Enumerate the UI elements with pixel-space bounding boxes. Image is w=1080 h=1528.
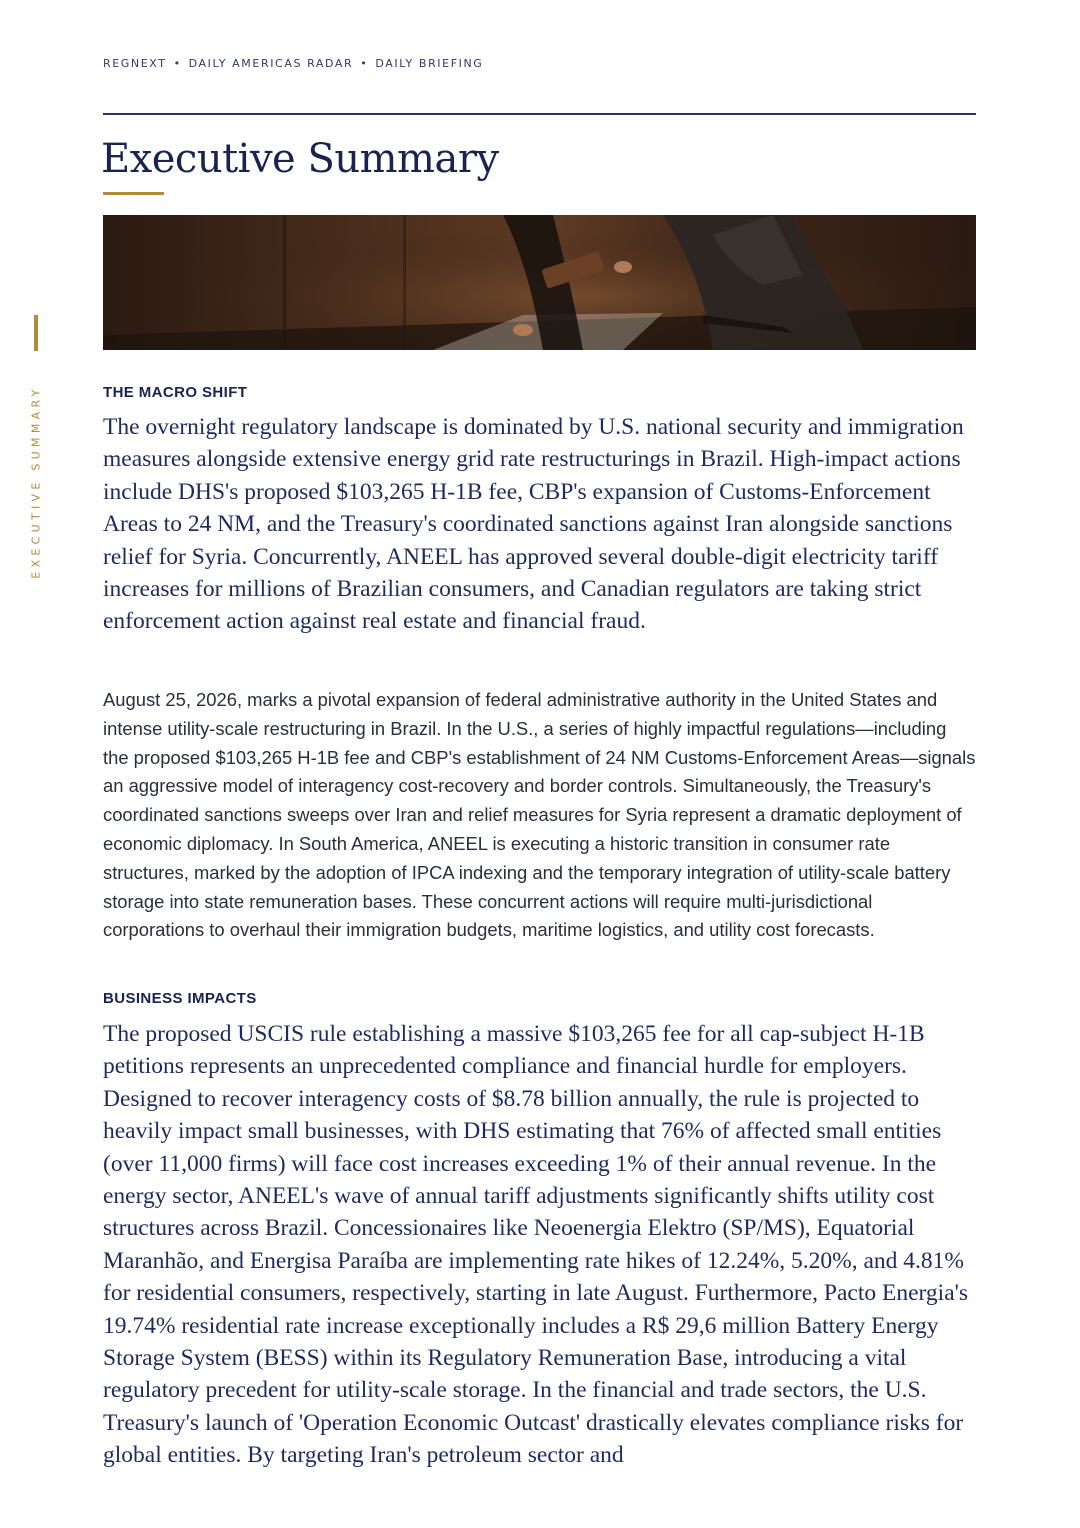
side-section-label: EXECUTIVE SUMMARY [29,385,43,579]
header-divider [103,113,976,115]
breadcrumb-item-publication[interactable]: DAILY AMERICAS RADAR [188,57,354,70]
business-impacts-lead: The proposed USCIS rule establishing a massive $103,265 fee for all cap-subject H-1B petitions represents an unprecedented compliance and financial hurdle for employers. Designed to recover interagency costs of $8.78 billion annually, the rule is projected to heavily impact small businesses, with DHS estimating that 76% of affected small entities (over 11,000 firms) will face cost increases exceeding 1% of their annual revenue. In the energy sector, ANEEL's wave of annual tariff adjustments significantly shifts utility cost structures across Brazil. Concessionaires like Neoenergia Elektro (SP/MS), Equatorial Maranhão, and Energisa Paraíba are implementing rate hikes of 12.24%, 5.20%, and 4.81% for residential consumers, respectively, starting in late August. Furthermore, Pacto Energia's 19.74% residential rate increase exceptionally includes a R$ 29,6 million Battery Energy Storage System (BESS) within its Regulatory Remuneration Base, introducing a vital regulatory precedent for utility-scale storage. In the financial and trade sectors, the U.S. Treasury's launch of 'Operation Economic Outcast' drastically elevates compliance risks for global entities. By targeting Iran's petroleum sector and [103,1021,969,1469]
side-accent-bar [34,315,38,351]
breadcrumb-item-publisher[interactable]: REGNEXT [103,57,167,70]
breadcrumb-separator: • [173,57,182,70]
page-title: Executive Summary [101,136,499,182]
breadcrumb-item-type: DAILY BRIEFING [375,57,484,70]
breadcrumb [103,57,483,70]
macro-shift-lead: The overnight regulatory landscape is dominated by U.S. national security and immigration measures alongside extensive energy grid rate restructurings in Brazil. High-impact actions include DHS's proposed $103,265 H-1B fee, CBP's expansion of Customs-Enforcement Areas to 24 NM, and the Treasury's coordinated sanctions against Iran alongside sanctions relief for Syria. Concurrently, ANEEL has approved several double-digit electricity tariff increases for millions of Brazilian consumers, and Canadian regulators are taking strict enforcement action against real estate and financial fraud. [103,414,964,635]
title-accent-rule [103,192,164,195]
macro-shift-body: August 25, 2026, marks a pivotal expansion of federal administrative authority in the United States and intense utility-scale restructuring in Brazil. In the U.S., a series of highly impactful regulations—including the proposed $103,265 H-1B fee and CBP's establishment of 24 NM Customs-Enforcement Areas—signals an aggressive model of interagency cost-recovery and border controls. Simultaneously, the Treasury's coordinated sanctions sweeps over Iran and relief measures for Syria represent a dramatic deployment of economic diplomacy. In South America, ANEEL is executing a historic transition in consumer rate structures, marked by the adoption of IPCA indexing and the temporary integration of utility-scale battery storage into state remuneration bases. These concurrent actions will require multi-jurisdictional corporations to overhaul their immigration budgets, maritime logistics, and utility cost forecasts. [103,689,976,941]
section-label-business-impacts: BUSINESS IMPACTS [103,990,257,1007]
hero-image [103,215,976,350]
breadcrumb-separator: • [360,57,369,70]
section-label-macro-shift: THE MACRO SHIFT [103,384,248,401]
